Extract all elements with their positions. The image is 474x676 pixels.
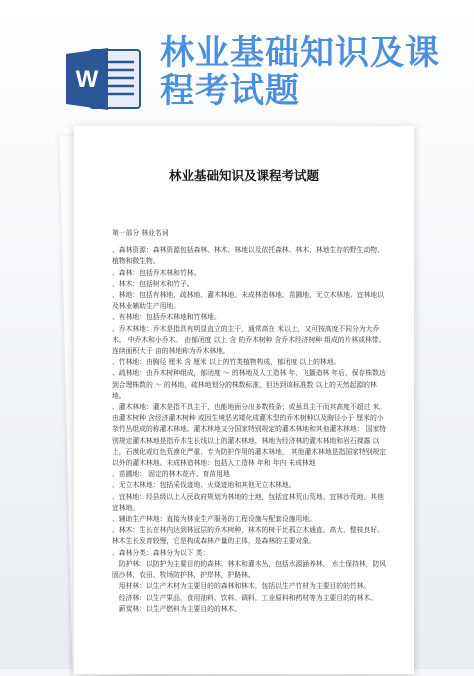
paragraph: 、林地：包括有林地、疏林地、灌木林地、未成林造林地、苗圃地、无立木林地、宜林地以及林业辅助生产用地。 <box>112 291 384 311</box>
paragraph: 、森林资源：森林资源包括森林、林木、林地以及依托森林、林木、林地生存的野生动物、植物和微生物。 <box>112 246 384 266</box>
paragraph: 薪炭林：以生产燃料为主要目的的林木。 <box>118 604 242 613</box>
paragraph: 、宜林地：经县级以上人民政府规划为林地的土地，包括宜林荒山荒地、宜林沙荒地、其他宜林地。 <box>112 492 384 512</box>
paragraph: 、有林地：包括乔木林地和竹林地。 <box>112 313 221 322</box>
word-icon <box>64 44 142 114</box>
document-page <box>74 126 414 674</box>
document-title: 林业基础知识及课程考试题 <box>168 168 319 183</box>
paragraph: 、森林分类：森林分为以下 类： <box>112 548 210 557</box>
paragraph: 用材林：以生产木材为主要目的的森林和林木，包括以生产竹材为主要目的的竹林。 <box>118 582 371 591</box>
paragraph: 、乔木林地：乔木是指具有明显直立的主干，通常高在 米以上，又可按高度不同分为大乔木、 中乔木和小乔木。 由郁闭度 以上 含 的乔木树种 含乔木经济树种 组成的片林或林带。 连续面积大于 亩的林地称为乔木林地。 <box>112 324 386 356</box>
paragraph: 、疏林地：由乔木树种组成，郁闭度 ～ 的林地及人工造林 年、飞播造林 年后，保存株数达到合理株数的 ～ 的林地，疏林地划分的株数标准，但达到该标准数 以上的天然起源的林地。 <box>112 369 386 400</box>
paragraph: 、林木：生长在林内达到林冠层的乔木树种，林木的树干比孤立木通直、高大、整枝良好。林木生长发育较慢，它是构成森林产量的主体，是森林的主要对象。 <box>112 526 384 546</box>
paragraph: 经济林：以生产果品，食用油料、饮料、调料，工业原料和药材等为主要目的的林木。 <box>118 593 378 602</box>
paragraph: 、森林：包括乔木林和竹林。 <box>112 268 201 277</box>
word-icon-letter: W <box>75 66 99 93</box>
paragraph: 、无立木林地：包括采伐迹地、火烧迹地和其他无立木林地。 <box>112 481 296 490</box>
paragraph: 、林木：包括树木和竹子。 <box>112 279 194 288</box>
document-body <box>112 228 390 615</box>
paragraph: 、苗圃地： 固定的林木花卉、育苗用地 <box>112 470 230 479</box>
paragraph: 、辅助生产林地：直接为林业生产服务的工程设施与配套设施用地。 <box>112 515 316 524</box>
paragraph: 、竹林地：由胸径 厘米 含 厘米 以上的竹类植物构成，郁闭度 以上的林地。 <box>112 358 341 367</box>
paragraph: 防护林：以防护为主要目的的森林、林木和灌木丛，包括水源涵养林， 水土保持林，防风固沙林，农田、牧场防护林，护岸林，护路林。 <box>112 559 387 580</box>
section-heading: 第一部分 林业名词 <box>112 229 169 237</box>
paragraph: 、灌木林地：灌木是指不具主干，也能地面分出多数枝条；或虽具主干而其高度不超过 米。由灌木树种 含经济灌木树种 或因生境恶劣矮化成灌木型的乔木树种以及胸径小于 厘米的小杂竹丛组成的称灌木林地。灌木林地又分国家特别规定的灌木林地和其他灌木林地： 国家特别规定灌木林地是指乔木生长线以上的灌木林地，林地为经济林的灌木林地和岩石裸露 以上，石漠化或红色荒漠化严重、专为防护作用的灌木林地， 其他灌木林地是指国家特别规定以外的灌木林地。未成林造林地：包括人工造林 年和 年内 未成林地 <box>112 403 387 468</box>
banner-title: 林业基础知识及课程考试题 <box>160 33 440 111</box>
